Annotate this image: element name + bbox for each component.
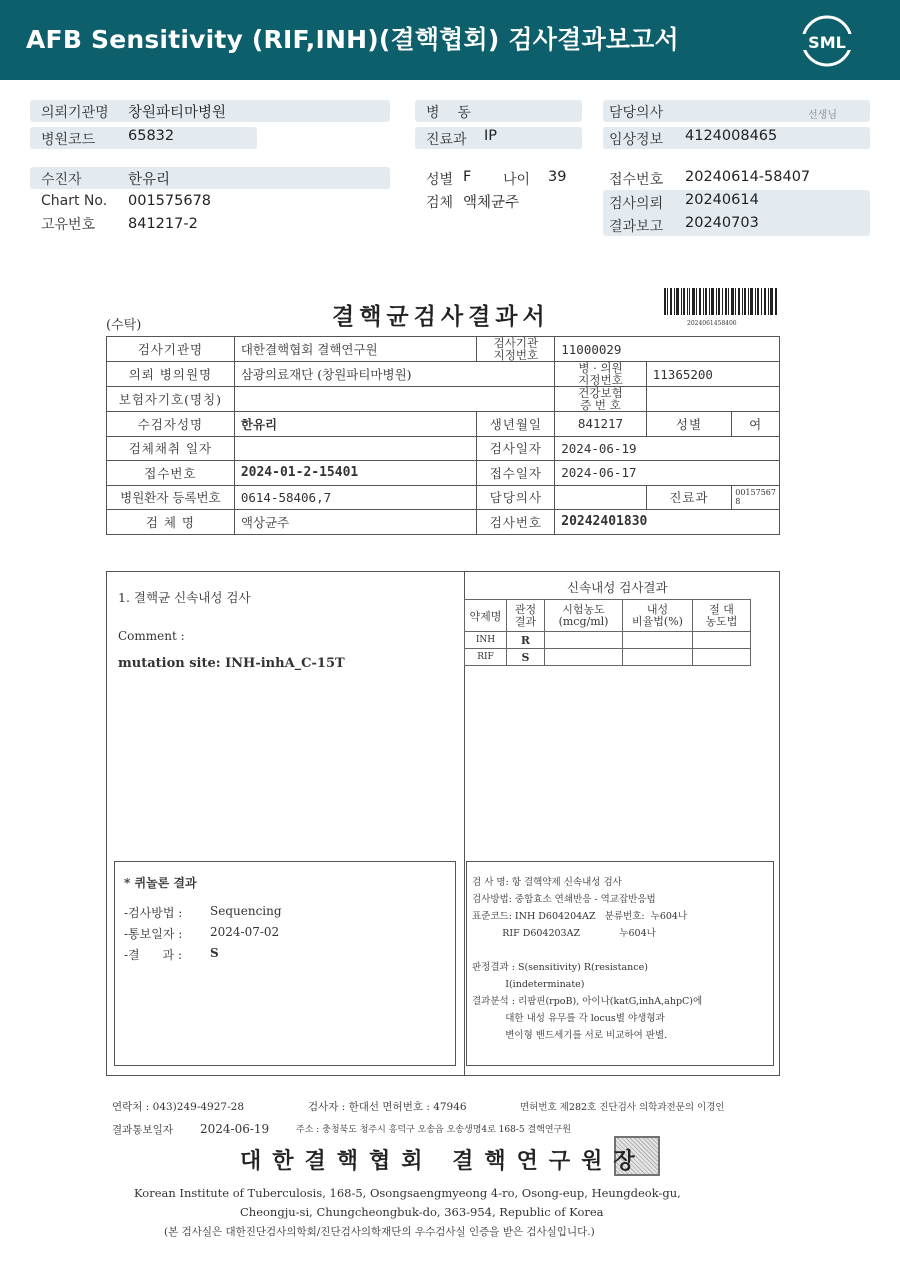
- cell-lab-name-value: 대한결핵협회 결핵연구원: [234, 337, 477, 362]
- quinolone-title: * 퀴놀론 결과: [124, 876, 197, 890]
- col-ratio: [623, 600, 693, 632]
- method-value: Sequencing: [210, 904, 282, 918]
- cell-health-value: [646, 387, 779, 412]
- receipt-type: (수탁): [106, 318, 142, 333]
- col-ratio-1: 내성: [646, 602, 669, 616]
- method-line-2: 검사방법: 중합효소 연쇄반응 - 역교잡반응법: [472, 894, 656, 905]
- col-drug: 약제명: [465, 600, 507, 632]
- institution-value: 창원파티마병원: [128, 105, 227, 121]
- cell-dob-label: 생년월일: [477, 412, 555, 437]
- signature-line: 대한결핵협회 결핵연구원장: [240, 1148, 646, 1174]
- cell-ref-hosp-value: 삼광의료재단 (창원파티마병원): [234, 362, 554, 387]
- cell-collect-value: [234, 436, 477, 461]
- cell-dept-value: 00157567 8: [732, 485, 780, 510]
- cell-insured-value: [234, 387, 554, 412]
- lab-no-label-2: 지정번호: [493, 348, 539, 362]
- patient-info-table: [106, 336, 780, 535]
- cell-specimen-value: 액상균주: [234, 510, 477, 535]
- cell-test-date-value: 2024-06-19: [555, 436, 780, 461]
- doctor-label: 담당의사: [609, 105, 664, 121]
- request-label: 검사의뢰: [609, 196, 664, 212]
- method-label: -검사방법 :: [124, 906, 183, 920]
- dept-label: 진료과: [426, 132, 467, 148]
- cell-name-label: 수검자성명: [107, 412, 235, 437]
- english-address-2: Cheongju-si, Chungcheongbuk-do, 363-954, Republic of Korea: [240, 1205, 604, 1219]
- specimen-label: 검체: [426, 195, 454, 211]
- method-line-3: 표준코드: INH D604204AZ 분류번호: 누604나: [472, 911, 688, 922]
- mutation-site: mutation site: INH-inhA_C-15T: [118, 656, 345, 671]
- section-title: 1. 결핵균 신속내성 검사: [118, 590, 251, 605]
- cell-sex-value: 여: [732, 412, 780, 437]
- rapid-result-title: 신속내성 검사결과: [567, 580, 668, 595]
- receipt-label: 접수번호: [609, 172, 664, 188]
- cell-insured-label: 보험자기호(명칭): [107, 387, 235, 412]
- cell-reg-no-label: 병원환자 등록번호: [107, 485, 235, 510]
- hosp-no-label-1: 병 · 의원: [578, 361, 623, 375]
- cell-collect-label: 검체채취 일자: [107, 436, 235, 461]
- barcode-bars: [664, 288, 778, 318]
- unique-value: 841217-2: [128, 216, 198, 232]
- sex-value: F: [463, 169, 472, 185]
- quinolone-result-value: S: [210, 946, 219, 960]
- cell-dept-label: 진료과: [646, 485, 732, 510]
- col-abs-2: 농도법: [705, 614, 738, 628]
- certification-note: (본 검사실은 대한진단검사의학회/진단검사의학재단의 우수검사실 인증을 받은 검사실입니다.): [164, 1226, 595, 1238]
- report-value: 20240703: [685, 215, 759, 231]
- col-judge: [507, 600, 545, 632]
- col-judge-2: 결과: [514, 614, 537, 628]
- barcode-number: 2024061458406: [687, 320, 737, 327]
- cell-health-label: [555, 387, 647, 412]
- col-judge-1: 관정: [514, 602, 537, 616]
- cell-sex-label: 성별: [646, 412, 732, 437]
- method-line-8: 대한 내성 유무를 각 locus별 야생형과: [472, 1013, 665, 1024]
- logo-text: SML: [808, 33, 846, 52]
- cell-test-date-label: 검사일자: [477, 436, 555, 461]
- quinolone-result-label: -결 과 :: [124, 948, 182, 962]
- notice-date: 2024-06-19: [200, 1122, 270, 1136]
- drug-result: R: [507, 632, 545, 649]
- institution-label: 의뢰기관명: [41, 105, 109, 121]
- doctor-value: 선생님: [808, 110, 837, 121]
- barcode: [664, 288, 778, 318]
- method-line-6: I(indeterminate): [472, 979, 585, 990]
- drug-name: INH: [465, 632, 507, 649]
- report-title: AFB Sensitivity (RIF,INH)(결핵협회) 검사결과보고서: [26, 25, 679, 54]
- cell-hosp-no-value: 11365200: [646, 362, 779, 387]
- clinical-label: 임상정보: [609, 132, 664, 148]
- col-conc-1: 시험농도: [562, 602, 605, 616]
- hosp-no-label-2: 지정번호: [578, 373, 623, 387]
- age-value: 39: [548, 169, 567, 185]
- patient-label: 수진자: [41, 172, 82, 188]
- ward-label: 병 동: [426, 105, 471, 121]
- cell-receipt-date-value: 2024-06-17: [555, 461, 780, 486]
- table-row: [465, 632, 751, 649]
- cell-receipt-no-label: 접수번호: [107, 461, 235, 486]
- clinical-value: 4124008465: [685, 128, 778, 144]
- lab-no-label-1: 검사기관: [493, 336, 539, 350]
- comment-label: Comment :: [118, 629, 185, 643]
- cell-receipt-date-label: 접수일자: [477, 461, 555, 486]
- method-line-1: 검 사 명: 항 결핵약제 신속내성 검사: [472, 877, 622, 888]
- drug-result: S: [507, 649, 545, 666]
- cell-test-no-value: 20242401830: [555, 510, 780, 535]
- cell-ref-hosp-label: 의뢰 병의원명: [107, 362, 235, 387]
- col-ratio-2: 비율법(%): [632, 614, 683, 628]
- cell-hosp-no-label: [555, 362, 647, 387]
- cell-name-value: 한유리: [234, 412, 477, 437]
- contact-info: 연락처 : 043)249-4927-28: [112, 1101, 244, 1113]
- sensitivity-table: [464, 599, 751, 666]
- cell-dob-value: 841217: [555, 412, 647, 437]
- col-conc: [545, 600, 623, 632]
- header-bar: [0, 0, 900, 80]
- age-label: 나이: [503, 172, 531, 188]
- sml-logo: [800, 14, 854, 68]
- form-title: 결핵균검사결과서: [332, 303, 550, 330]
- report-label: 결과보고: [609, 219, 664, 235]
- col-abs-1: 절 대: [709, 602, 734, 616]
- cell-doctor-label: 담당의사: [477, 485, 555, 510]
- cell-receipt-no-value: 2024-01-2-15401: [234, 461, 477, 486]
- cell-specimen-label: 검 체 명: [107, 510, 235, 535]
- health-label-1: 건강보험: [578, 386, 623, 400]
- cell-reg-no-value: 0614-58406,7: [234, 485, 477, 510]
- specimen-value: 액체균주: [463, 195, 520, 211]
- unique-label: 고유번호: [41, 217, 96, 233]
- health-label-2: 증 번 호: [580, 398, 621, 412]
- english-address-1: Korean Institute of Tuberculosis, 168-5, Osongsaengmyeong 4-ro, Osong-eup, Heungdeok-gu,: [134, 1186, 681, 1200]
- request-value: 20240614: [685, 192, 759, 208]
- cell-doctor-value: [555, 485, 647, 510]
- cell-lab-name-label: 검사기관명: [107, 337, 235, 362]
- sex-label: 성별: [426, 172, 454, 188]
- cell-lab-no-value: 11000029: [555, 337, 780, 362]
- hospital-code-label: 병원코드: [41, 132, 96, 148]
- method-line-5: 판정결과 : S(sensitivity) R(resistance): [472, 962, 648, 973]
- scanned-form: [100, 286, 790, 1246]
- notice-label: 결과통보일자: [112, 1124, 173, 1136]
- col-conc-2: (mcg/ml): [558, 614, 609, 628]
- license-info: 면허번호 제282호 진단검사 의학과전문의 이경인: [520, 1102, 725, 1113]
- method-line-4: RIF D604203AZ 누604나: [472, 928, 656, 939]
- method-line-7: 결과분석 : 리팜핀(rpoB), 아이나(katG,inhA,ahpC)에: [472, 996, 703, 1007]
- chart-label: Chart No.: [41, 193, 108, 209]
- patient-value: 한유리: [128, 172, 171, 188]
- quinolone-box: [114, 861, 456, 1066]
- pill-patient: [30, 167, 390, 189]
- col-abs: [693, 600, 751, 632]
- method-line-9: 변이형 밴드세기를 서로 비교하여 판별.: [472, 1030, 668, 1041]
- chart-value: 001575678: [128, 193, 212, 209]
- cell-test-no-label: 검사번호: [477, 510, 555, 535]
- notice-date-label: -통보일자 :: [124, 927, 183, 941]
- hospital-code-value: 65832: [128, 128, 175, 144]
- drug-name: RIF: [465, 649, 507, 666]
- dept-value: IP: [484, 128, 498, 144]
- receipt-value: 20240614-58407: [685, 169, 811, 185]
- cell-lab-no-label: [477, 337, 555, 362]
- notice-date-value: 2024-07-02: [210, 925, 280, 939]
- table-row: [465, 649, 751, 666]
- address-info: 주소 : 충청북도 청주시 흥덕구 오송읍 오송생명4로 168-5 결핵연구원: [296, 1125, 571, 1135]
- method-text: [472, 874, 702, 1044]
- tester-info: 검사자 : 한대선 면허번호 : 47946: [308, 1101, 467, 1113]
